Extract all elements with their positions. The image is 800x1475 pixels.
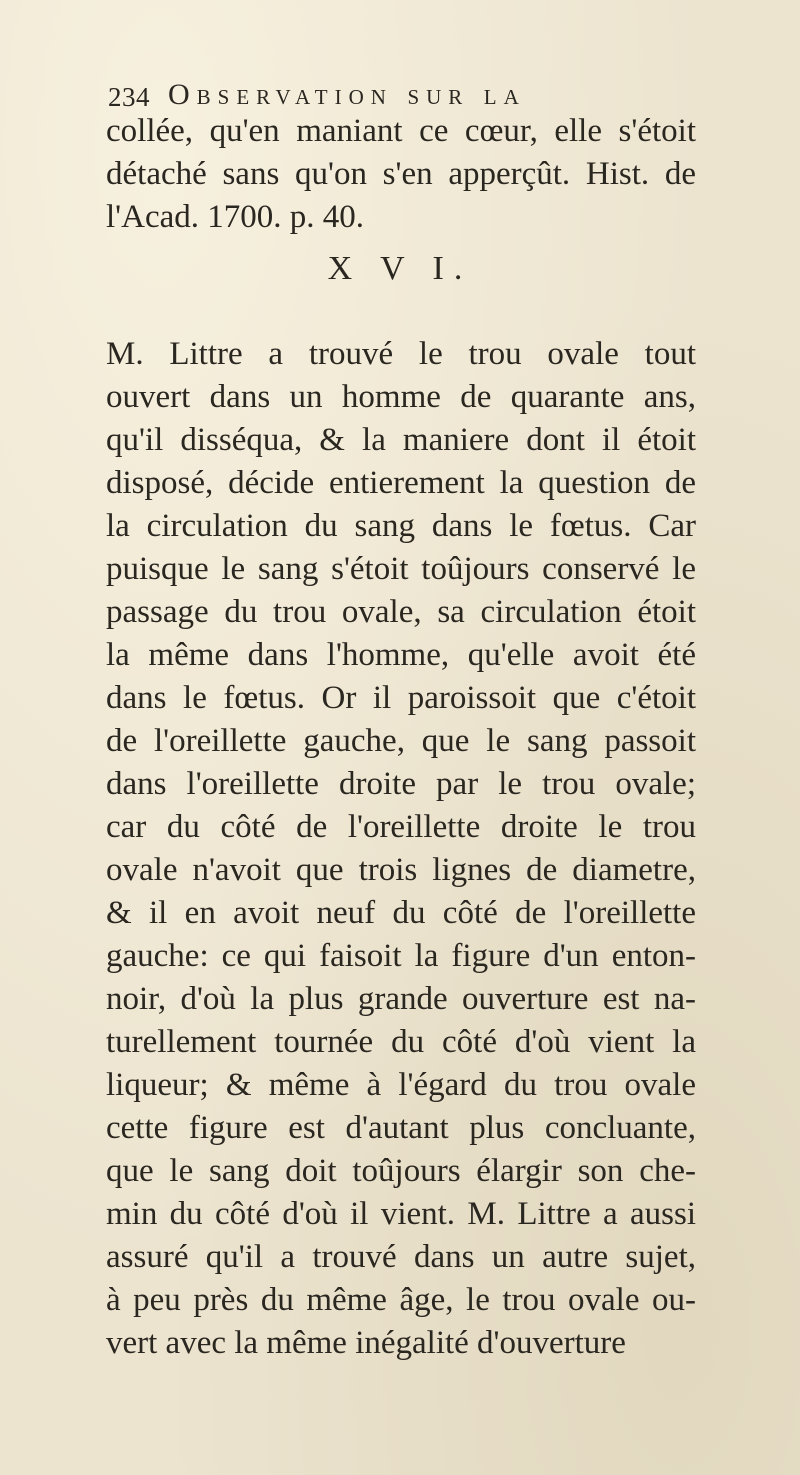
running-head-title: Observation sur la [168,78,526,111]
text-line: ouvert dans un homme de quarante ans, [106,379,696,415]
text-line: noir, d'où la plus grande ouverture est na- [106,981,696,1017]
text-line: à peu près du même âge, le trou ovale ou- [106,1282,696,1318]
text-line: ovale n'avoit que trois lignes de diametre, [106,852,696,888]
text-line: M. Littre a trouvé le trou ovale tout [106,336,696,372]
text-line: & il en avoit neuf du côté de l'oreillette [106,895,696,931]
text-line: gauche: ce qui faisoit la figure d'un enton- [106,938,696,974]
text-line: la même dans l'homme, qu'elle avoit été [106,637,696,673]
section-paragraph [106,333,696,1365]
text-line: qu'il disséqua, & la maniere dont il étoit [106,422,696,458]
text-line: la circulation du sang dans le fœtus. Car [106,508,696,544]
text-line: de l'oreillette gauche, que le sang passoit [106,723,696,759]
text-line: que le sang doit toûjours élargir son che- [106,1153,696,1189]
text-line: collée, qu'en maniant ce cœur, elle s'étoit [106,113,696,149]
text-line: liqueur; & même à l'égard du trou ovale [106,1067,696,1103]
text-line: disposé, décide entierement la question de [106,465,696,501]
section-heading: X V I. [327,250,473,287]
text-line: assuré qu'il a trouvé dans un autre sujet, [106,1239,696,1275]
text-line: dans l'oreillette droite par le trou ovale; [106,766,696,802]
text-line: passage du trou ovale, sa circulation étoit [106,594,696,630]
text-line: car du côté de l'oreillette droite le trou [106,809,696,845]
text-line: min du côté d'où il vient. M. Littre a aussi [106,1196,696,1232]
continuation-text [106,110,696,239]
text-line: turellement tournée du côté d'où vient la [106,1024,696,1060]
page-number: 234 [108,82,150,112]
text-line: vert avec la même inégalité d'ouverture [106,1325,626,1361]
text-line: l'Acad. 1700. p. 40. [106,199,364,235]
text-line: dans le fœtus. Or il paroissoit que c'étoit [106,680,696,716]
text-line: cette figure est d'autant plus concluante, [106,1110,696,1146]
text-line: détaché sans qu'on s'en apperçût. Hist. de [106,156,696,192]
text-line: puisque le sang s'étoit toûjours conservé le [106,551,696,587]
